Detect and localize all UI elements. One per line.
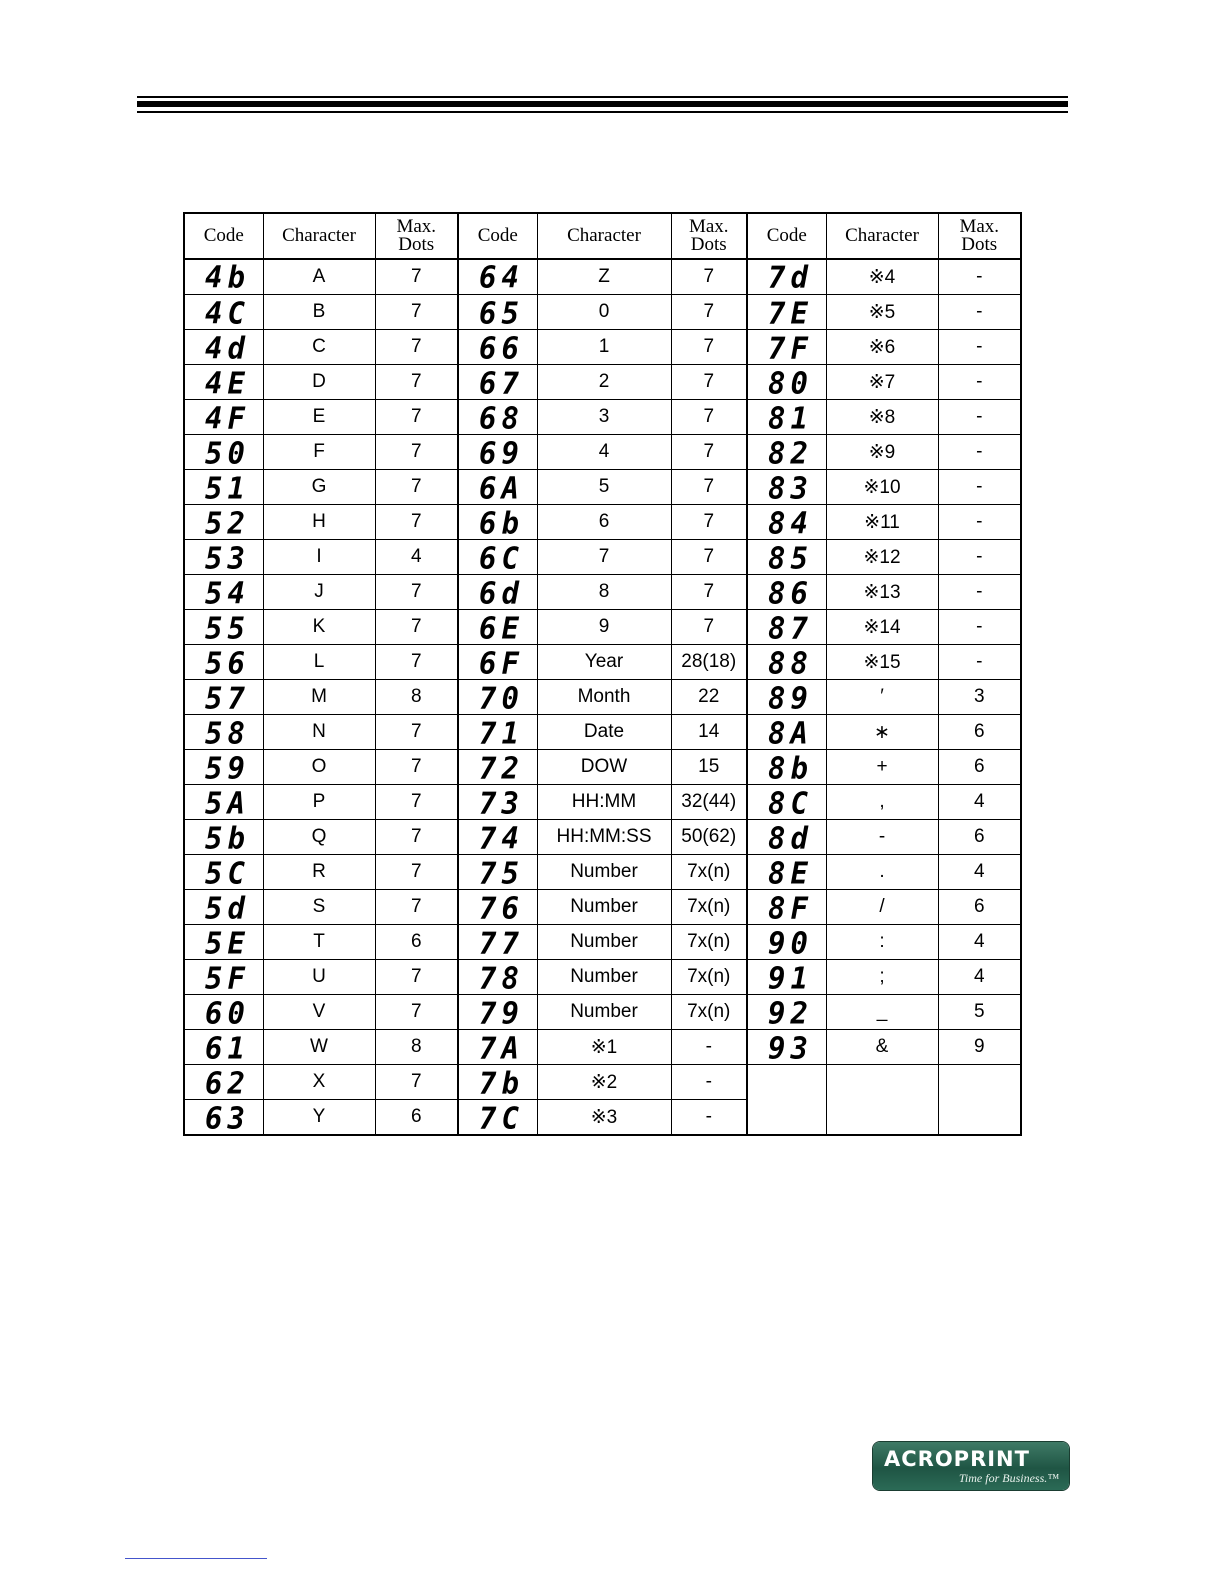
character-cell: Number: [537, 855, 671, 890]
character-cell: +: [826, 750, 938, 785]
max-dots-cell: 7: [375, 820, 458, 855]
max-dots-cell: 50(62): [671, 820, 747, 855]
max-dots-cell: 14: [671, 715, 747, 750]
code-cell: 77: [458, 924, 537, 961]
code-cell: 6b: [458, 504, 537, 541]
table-row: [184, 995, 1021, 1030]
code-cell: 4E: [184, 364, 263, 401]
max-dots-cell: 4: [375, 540, 458, 575]
max-dots-cell: 7: [375, 1065, 458, 1100]
max-dots-cell: 4: [938, 960, 1021, 995]
character-cell: _: [826, 995, 938, 1030]
character-cell: 1: [537, 330, 671, 365]
character-cell: T: [263, 925, 375, 960]
character-cell: 8: [537, 575, 671, 610]
character-cell: HH:MM:SS: [537, 820, 671, 855]
table-row: [184, 470, 1021, 505]
code-cell: 5E: [184, 924, 263, 961]
max-dots-cell: -: [938, 505, 1021, 540]
character-cell: M: [263, 680, 375, 715]
max-dots-cell: 4: [938, 785, 1021, 820]
max-dots-cell: 5: [938, 995, 1021, 1030]
character-cell: P: [263, 785, 375, 820]
max-dots-cell: -: [671, 1030, 747, 1065]
max-dots-cell: -: [938, 400, 1021, 435]
max-dots-cell: 7: [671, 540, 747, 575]
character-cell: V: [263, 995, 375, 1030]
header-rule-bottom: [137, 111, 1068, 113]
character-cell: ※1: [537, 1030, 671, 1065]
table-row: [184, 1065, 1021, 1100]
character-cell: 4: [537, 435, 671, 470]
code-cell: 93: [747, 1029, 826, 1066]
table-row: [184, 259, 1021, 295]
max-dots-cell: 7: [375, 715, 458, 750]
table-row: [184, 1030, 1021, 1065]
code-cell: 8E: [747, 854, 826, 891]
max-dots-cell: -: [938, 365, 1021, 400]
character-cell: F: [263, 435, 375, 470]
max-dots-cell: -: [671, 1065, 747, 1100]
header-rule-middle: [137, 101, 1068, 107]
code-cell: 69: [458, 434, 537, 471]
character-cell: ※4: [826, 259, 938, 295]
character-cell: X: [263, 1065, 375, 1100]
character-cell: ※5: [826, 295, 938, 330]
table-row: [184, 715, 1021, 750]
max-dots-cell: -: [938, 295, 1021, 330]
code-cell: 84: [747, 504, 826, 541]
code-cell: 78: [458, 959, 537, 996]
character-cell: 2: [537, 365, 671, 400]
code-cell: 8C: [747, 784, 826, 821]
max-dots-cell: 4: [938, 925, 1021, 960]
code-cell: 68: [458, 399, 537, 436]
table-row: [184, 435, 1021, 470]
blank-max-dots-cell: [938, 1065, 1021, 1136]
character-cell: I: [263, 540, 375, 575]
max-dots-cell: 7: [375, 960, 458, 995]
character-cell: ′: [826, 680, 938, 715]
table-row: [184, 610, 1021, 645]
code-cell: 7b: [458, 1064, 537, 1101]
code-cell: 6C: [458, 539, 537, 576]
character-cell: S: [263, 890, 375, 925]
character-cell: ※15: [826, 645, 938, 680]
character-cell: 9: [537, 610, 671, 645]
max-dots-cell: 8: [375, 680, 458, 715]
max-dots-cell: 7: [375, 890, 458, 925]
max-dots-cell: 6: [938, 890, 1021, 925]
character-cell: Number: [537, 995, 671, 1030]
max-dots-cell: 7: [671, 330, 747, 365]
code-cell: 57: [184, 679, 263, 716]
max-dots-cell: -: [938, 610, 1021, 645]
logo-tagline: Time for Business.™: [958, 1471, 1059, 1485]
code-cell: 52: [184, 504, 263, 541]
max-dots-cell: -: [938, 575, 1021, 610]
character-cell: /: [826, 890, 938, 925]
max-dots-cell: 4: [938, 855, 1021, 890]
code-cell: 70: [458, 679, 537, 716]
character-cell: Y: [263, 1100, 375, 1136]
table-row: [184, 540, 1021, 575]
character-cell: &: [826, 1030, 938, 1065]
max-dots-cell: 7: [671, 610, 747, 645]
character-cell: ∗: [826, 715, 938, 750]
code-cell: 88: [747, 644, 826, 681]
code-cell: 63: [184, 1099, 263, 1136]
character-cell: ※13: [826, 575, 938, 610]
code-cell: 5F: [184, 959, 263, 996]
code-cell: 5C: [184, 854, 263, 891]
max-dots-cell: 3: [938, 680, 1021, 715]
max-dots-cell: 7: [375, 645, 458, 680]
table-row: [184, 890, 1021, 925]
blank-code-cell: [747, 1065, 826, 1136]
character-cell: K: [263, 610, 375, 645]
character-cell: ※8: [826, 400, 938, 435]
character-cell: Year: [537, 645, 671, 680]
max-dots-cell: -: [938, 435, 1021, 470]
character-cell: ※6: [826, 330, 938, 365]
max-dots-cell: 7: [375, 295, 458, 330]
code-cell: 5d: [184, 889, 263, 926]
max-dots-cell: 6: [938, 820, 1021, 855]
table-row: [184, 680, 1021, 715]
code-cell: 60: [184, 994, 263, 1031]
table-row: [184, 785, 1021, 820]
code-cell: 81: [747, 399, 826, 436]
header-code: Code: [184, 213, 263, 259]
header-character: Character: [263, 213, 375, 259]
code-cell: 7d: [747, 258, 826, 295]
code-cell: 80: [747, 364, 826, 401]
character-cell: ;: [826, 960, 938, 995]
header-character: Character: [826, 213, 938, 259]
character-cell: C: [263, 330, 375, 365]
header-max-dots: Max. Dots: [938, 213, 1021, 259]
code-cell: 6E: [458, 609, 537, 646]
code-cell: 66: [458, 329, 537, 366]
code-cell: 7C: [458, 1099, 537, 1136]
header-max-dots: Max. Dots: [375, 213, 458, 259]
max-dots-cell: -: [938, 540, 1021, 575]
code-cell: 8A: [747, 714, 826, 751]
code-cell: 8d: [747, 819, 826, 856]
code-cell: 7F: [747, 329, 826, 366]
table-row: [184, 505, 1021, 540]
max-dots-cell: 22: [671, 680, 747, 715]
character-cell: ※11: [826, 505, 938, 540]
max-dots-cell: 7: [671, 435, 747, 470]
code-cell: 5A: [184, 784, 263, 821]
table-row: [184, 295, 1021, 330]
blank-character-cell: [826, 1065, 938, 1136]
table-row: [184, 960, 1021, 995]
code-cell: 75: [458, 854, 537, 891]
max-dots-cell: 6: [375, 1100, 458, 1136]
max-dots-cell: -: [938, 259, 1021, 295]
code-cell: 8b: [747, 749, 826, 786]
character-cell: J: [263, 575, 375, 610]
character-cell: N: [263, 715, 375, 750]
max-dots-cell: 7: [375, 610, 458, 645]
max-dots-cell: 7: [671, 295, 747, 330]
character-cell: R: [263, 855, 375, 890]
max-dots-cell: 7: [375, 400, 458, 435]
character-cell: :: [826, 925, 938, 960]
code-cell: 61: [184, 1029, 263, 1066]
character-cell: W: [263, 1030, 375, 1065]
code-cell: 6d: [458, 574, 537, 611]
code-cell: 54: [184, 574, 263, 611]
acroprint-logo: [873, 1442, 1069, 1490]
code-cell: 90: [747, 924, 826, 961]
max-dots-cell: 7: [375, 750, 458, 785]
character-cell: DOW: [537, 750, 671, 785]
character-cell: Z: [537, 259, 671, 295]
character-cell: ※14: [826, 610, 938, 645]
table-row: [184, 820, 1021, 855]
header-code: Code: [458, 213, 537, 259]
character-cell: U: [263, 960, 375, 995]
code-cell: 67: [458, 364, 537, 401]
code-cell: 92: [747, 994, 826, 1031]
code-cell: 91: [747, 959, 826, 996]
max-dots-cell: 6: [375, 925, 458, 960]
max-dots-cell: 7x(n): [671, 960, 747, 995]
code-cell: 89: [747, 679, 826, 716]
max-dots-cell: -: [938, 470, 1021, 505]
table-row: [184, 925, 1021, 960]
max-dots-cell: 7: [671, 400, 747, 435]
max-dots-cell: 7: [375, 855, 458, 890]
character-cell: 3: [537, 400, 671, 435]
character-cell: ,: [826, 785, 938, 820]
max-dots-cell: 6: [938, 750, 1021, 785]
max-dots-cell: 7x(n): [671, 855, 747, 890]
table-row: [184, 645, 1021, 680]
max-dots-cell: 7: [375, 365, 458, 400]
max-dots-cell: -: [938, 330, 1021, 365]
code-cell: 85: [747, 539, 826, 576]
code-cell: 4b: [184, 258, 263, 295]
code-cell: 58: [184, 714, 263, 751]
max-dots-cell: 7: [671, 365, 747, 400]
footer-link-underline: [125, 1558, 267, 1559]
max-dots-cell: 9: [938, 1030, 1021, 1065]
max-dots-cell: 15: [671, 750, 747, 785]
character-cell: D: [263, 365, 375, 400]
code-cell: 8F: [747, 889, 826, 926]
code-cell: 6F: [458, 644, 537, 681]
character-cell: Date: [537, 715, 671, 750]
code-cell: 65: [458, 294, 537, 331]
header-max-dots: Max. Dots: [671, 213, 747, 259]
code-cell: 59: [184, 749, 263, 786]
character-cell: ※12: [826, 540, 938, 575]
character-cell: E: [263, 400, 375, 435]
code-cell: 73: [458, 784, 537, 821]
max-dots-cell: 7: [375, 575, 458, 610]
character-cell: 6: [537, 505, 671, 540]
character-cell: ※2: [537, 1065, 671, 1100]
code-cell: 87: [747, 609, 826, 646]
code-cell: 5b: [184, 819, 263, 856]
table-row: [184, 365, 1021, 400]
character-cell: 5: [537, 470, 671, 505]
max-dots-cell: -: [671, 1100, 747, 1136]
character-cell: ※3: [537, 1100, 671, 1136]
max-dots-cell: 7: [671, 470, 747, 505]
max-dots-cell: 7: [375, 259, 458, 295]
max-dots-cell: 7: [375, 505, 458, 540]
max-dots-cell: 7: [375, 435, 458, 470]
code-cell: 86: [747, 574, 826, 611]
character-cell: Number: [537, 960, 671, 995]
character-cell: ※10: [826, 470, 938, 505]
code-cell: 62: [184, 1064, 263, 1101]
max-dots-cell: -: [938, 645, 1021, 680]
table-row: [184, 330, 1021, 365]
max-dots-cell: 7x(n): [671, 925, 747, 960]
code-cell: 4C: [184, 294, 263, 331]
character-cell: L: [263, 645, 375, 680]
code-cell: 56: [184, 644, 263, 681]
header-rule-top: [137, 96, 1068, 98]
table-row: [184, 575, 1021, 610]
character-cell: .: [826, 855, 938, 890]
code-cell: 83: [747, 469, 826, 506]
header-character: Character: [537, 213, 671, 259]
max-dots-cell: 7: [671, 259, 747, 295]
code-cell: 4F: [184, 399, 263, 436]
logo-brand: ACROPRINT: [884, 1447, 1030, 1471]
character-cell: HH:MM: [537, 785, 671, 820]
code-cell: 7E: [747, 294, 826, 331]
code-cell: 6A: [458, 469, 537, 506]
character-cell: O: [263, 750, 375, 785]
code-cell: 76: [458, 889, 537, 926]
code-cell: 4d: [184, 329, 263, 366]
max-dots-cell: 7x(n): [671, 995, 747, 1030]
table-row: [184, 400, 1021, 435]
character-cell: -: [826, 820, 938, 855]
code-cell: 71: [458, 714, 537, 751]
code-cell: 50: [184, 434, 263, 471]
code-cell: 64: [458, 258, 537, 295]
max-dots-cell: 7: [375, 470, 458, 505]
max-dots-cell: 7: [375, 995, 458, 1030]
max-dots-cell: 28(18): [671, 645, 747, 680]
max-dots-cell: 32(44): [671, 785, 747, 820]
code-cell: 55: [184, 609, 263, 646]
character-cell: G: [263, 470, 375, 505]
table-header: [184, 213, 1021, 259]
character-code-table: [183, 212, 1022, 1136]
code-cell: 51: [184, 469, 263, 506]
character-cell: A: [263, 259, 375, 295]
max-dots-cell: 7: [375, 785, 458, 820]
table-row: [184, 750, 1021, 785]
max-dots-cell: 7: [671, 505, 747, 540]
max-dots-cell: 6: [938, 715, 1021, 750]
code-cell: 79: [458, 994, 537, 1031]
code-cell: 72: [458, 749, 537, 786]
character-cell: 0: [537, 295, 671, 330]
max-dots-cell: 7: [671, 575, 747, 610]
character-cell: ※9: [826, 435, 938, 470]
header-code: Code: [747, 213, 826, 259]
character-cell: Number: [537, 925, 671, 960]
code-cell: 82: [747, 434, 826, 471]
character-cell: Number: [537, 890, 671, 925]
character-cell: 7: [537, 540, 671, 575]
max-dots-cell: 8: [375, 1030, 458, 1065]
character-cell: B: [263, 295, 375, 330]
table-row: [184, 855, 1021, 890]
code-cell: 53: [184, 539, 263, 576]
character-cell: Month: [537, 680, 671, 715]
code-cell: 7A: [458, 1029, 537, 1066]
table-body: [184, 259, 1021, 1135]
character-cell: ※7: [826, 365, 938, 400]
code-cell: 74: [458, 819, 537, 856]
max-dots-cell: 7x(n): [671, 890, 747, 925]
character-cell: Q: [263, 820, 375, 855]
max-dots-cell: 7: [375, 330, 458, 365]
character-cell: H: [263, 505, 375, 540]
